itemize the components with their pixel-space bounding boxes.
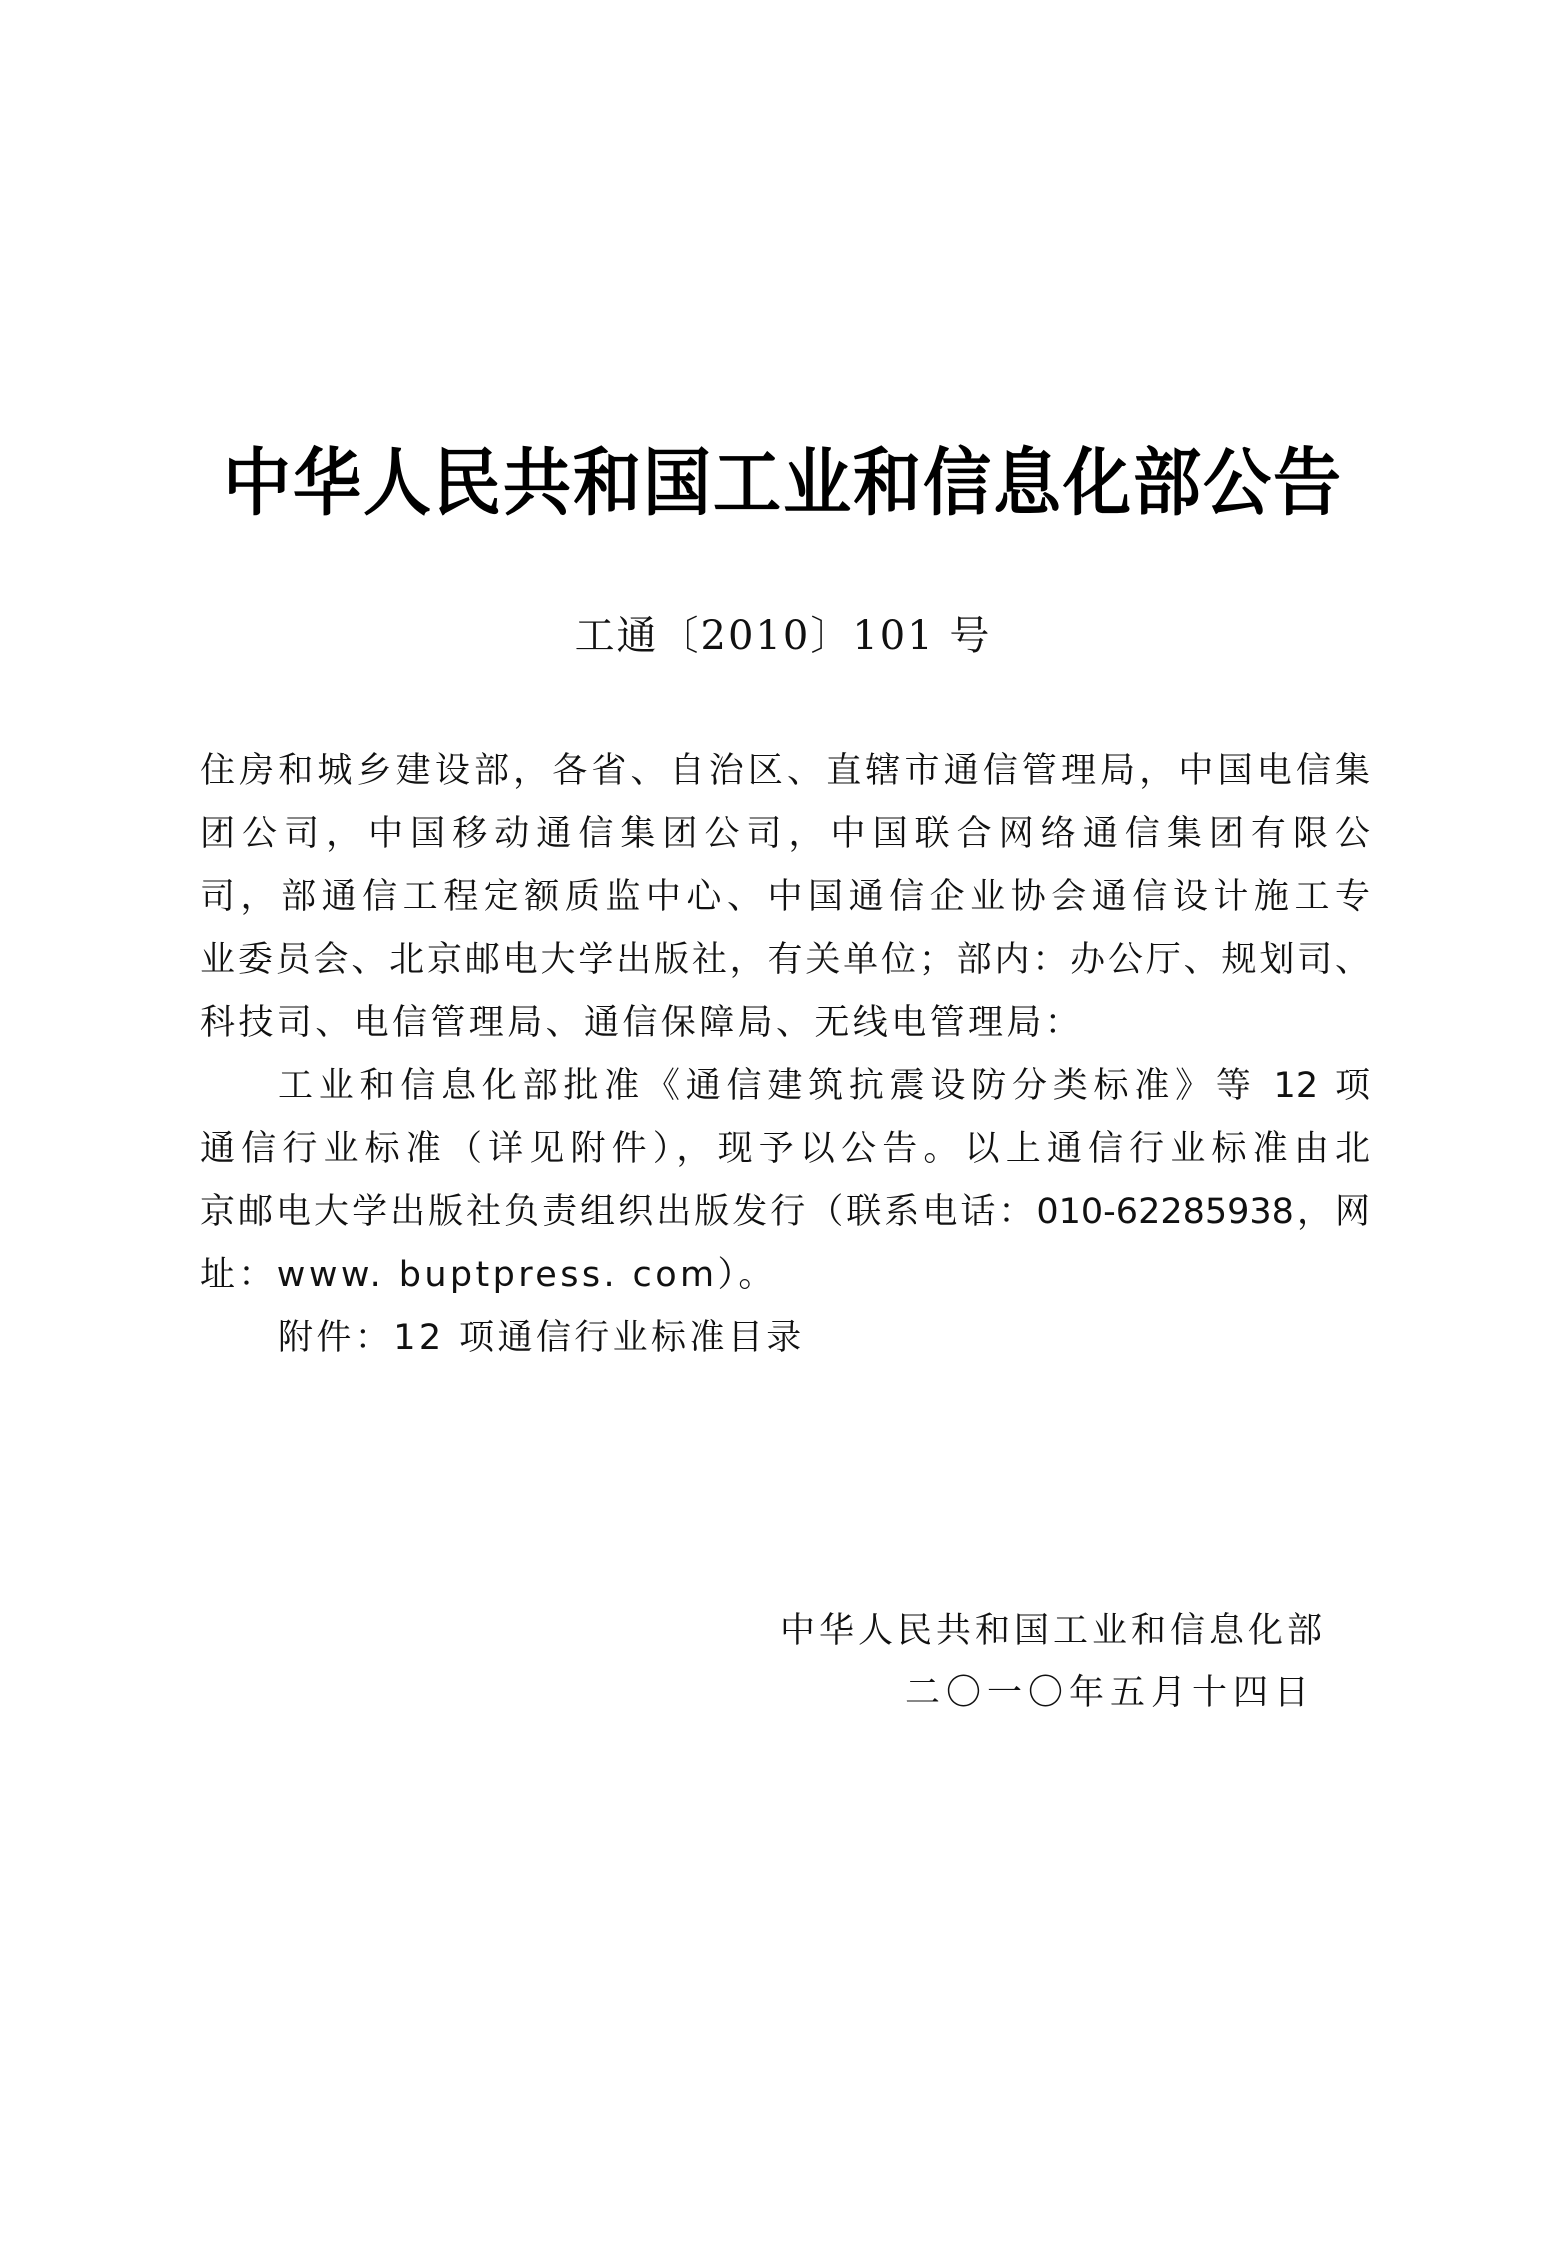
issuer-name: 中华人民共和国工业和信息化部 — [780, 1611, 1327, 1651]
announcement-line: 京邮电大学出版社负责组织出版发行（联系电话：010-62285938，网 — [200, 1192, 1370, 1232]
announcement-line: 工业和信息化部批准《通信建筑抗震设防分类标准》等 12 项 — [278, 1066, 1370, 1106]
announcement-paragraph — [200, 1055, 1370, 1307]
addressee-line: 科技司、电信管理局、通信保障局、无线电管理局： — [200, 1003, 1084, 1043]
announcement-line: 址：www. buptpress. com）。 — [200, 1255, 777, 1295]
attachment-line: 附件：12 项通信行业标准目录 — [278, 1318, 805, 1358]
addressee-paragraph — [200, 740, 1370, 1055]
addressee-line: 司，部通信工程定额质监中心、中国通信企业协会通信设计施工专 — [200, 877, 1370, 917]
document-body — [200, 740, 1370, 1370]
addressee-line: 团公司，中国移动通信集团公司，中国联合网络通信集团有限公 — [200, 814, 1370, 854]
document-number: 工通〔2010〕101 号 — [574, 613, 992, 659]
attachment-paragraph — [200, 1307, 1370, 1370]
issue-date: 二〇一〇年五月十四日 — [905, 1673, 1316, 1713]
signature-block — [780, 1600, 1360, 1724]
addressee-line: 业委员会、北京邮电大学出版社，有关单位；部内：办公厅、规划司、 — [200, 940, 1370, 980]
announcement-line: 通信行业标准（详见附件），现予以公告。以上通信行业标准由北 — [200, 1129, 1370, 1169]
addressee-line: 住房和城乡建设部，各省、自治区、直辖市通信管理局，中国电信集 — [200, 751, 1370, 791]
document-title: 中华人民共和国工业和信息化部公告 — [222, 440, 1343, 526]
